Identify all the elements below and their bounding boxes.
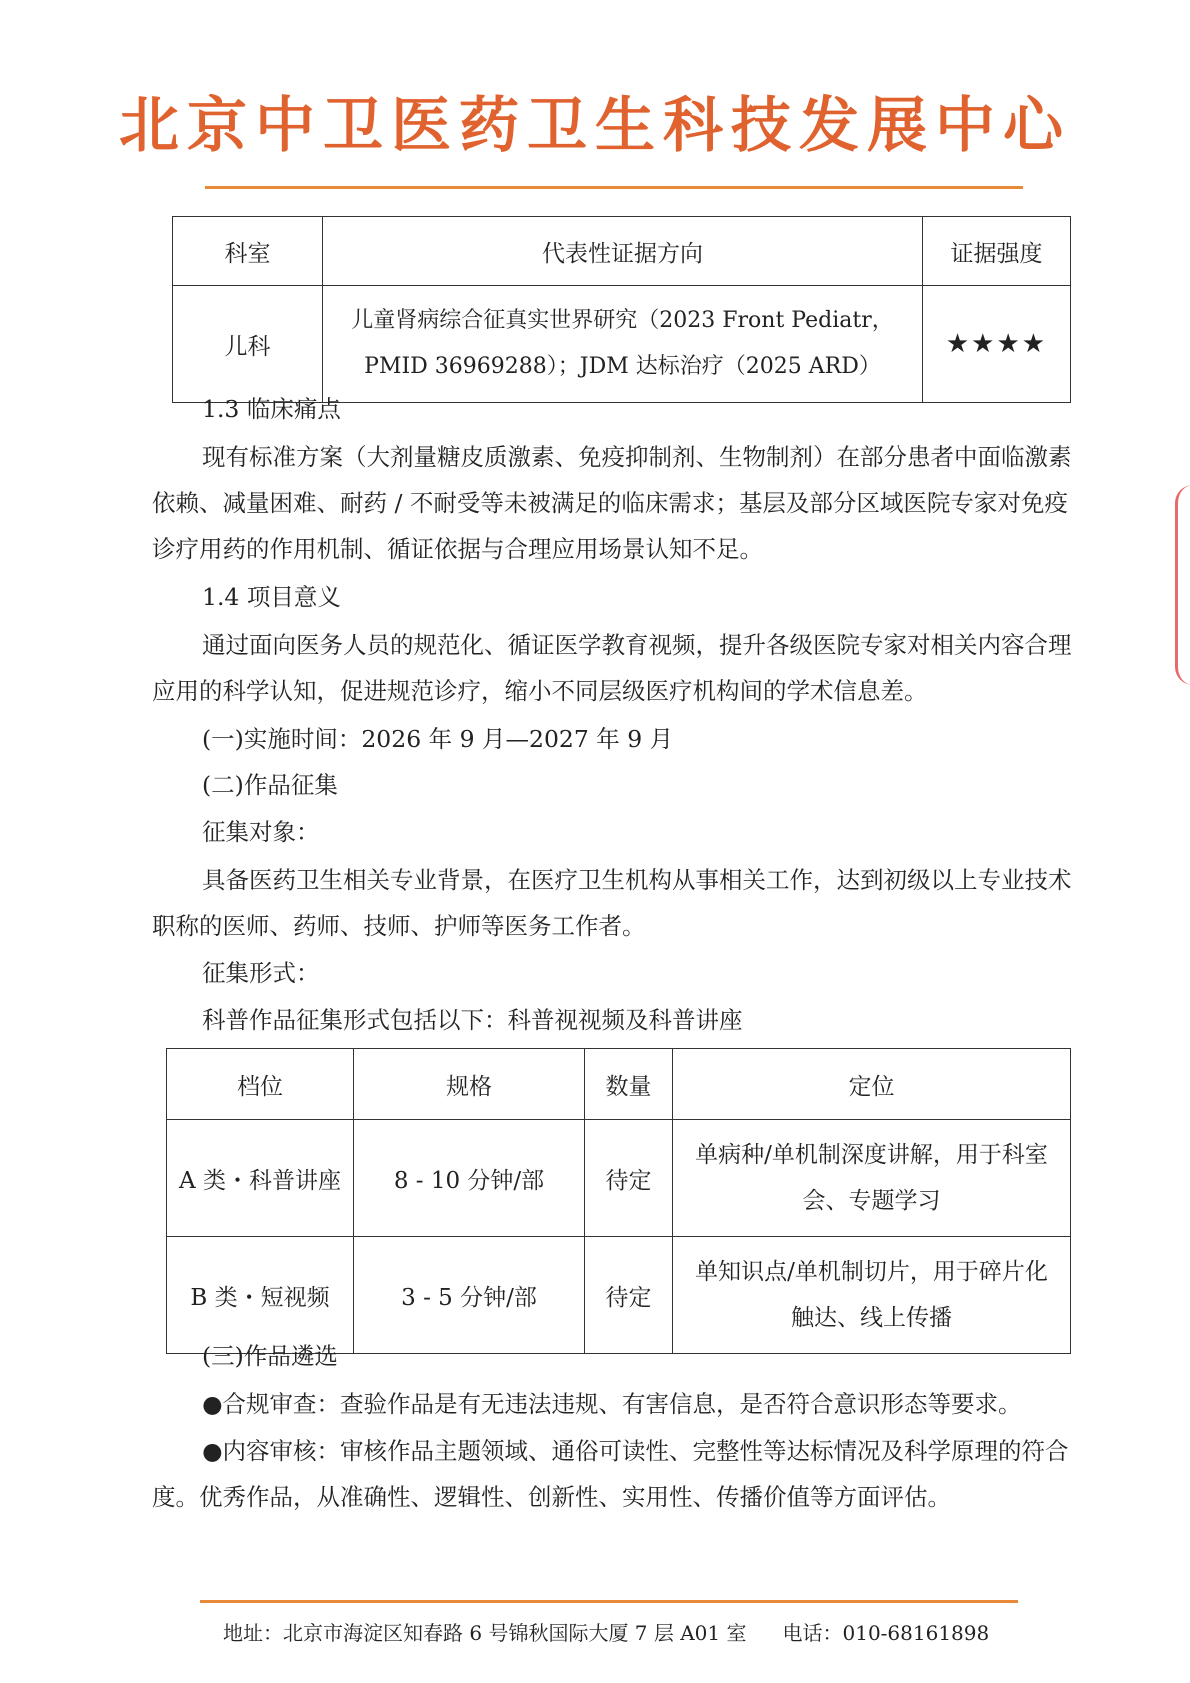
- header-positioning: 定位: [673, 1049, 1071, 1120]
- cell-evidence: [323, 286, 923, 403]
- cell-qty: 待定: [585, 1237, 673, 1354]
- table-row: [167, 1120, 1071, 1237]
- target-line-1: 具备医药卫生相关专业背景，在医疗卫生机构从事相关工作，达到初级以上专业技术: [202, 866, 1072, 894]
- seal-mark: [1175, 485, 1190, 685]
- section-1-3-title: 1.3 临床痛点: [202, 395, 341, 423]
- footer-phone: 电话：010-68161898: [782, 1621, 990, 1645]
- section-1-3-line-1: 现有标准方案（大剂量糖皮质激素、免疫抑制剂、生物制剂）在部分患者中面临激素: [202, 443, 1072, 471]
- cell-tier: A 类・科普讲座: [167, 1120, 354, 1237]
- cell-strength-stars: ★★★★: [923, 286, 1071, 403]
- header-spec: 规格: [354, 1049, 585, 1120]
- compliance-review: ●合规审查：查验作品是有无违法违规、有害信息，是否符合意识形态等要求。: [202, 1390, 1022, 1418]
- section-1-4-line-1: 通过面向医务人员的规范化、循证医学教育视频，提升各级医院专家对相关内容合理: [202, 631, 1072, 659]
- cell-dept: 儿科: [173, 286, 323, 403]
- positioning-line-1: 单知识点/单机制切片，用于碎片化: [695, 1259, 1048, 1285]
- cell-spec: 3 - 5 分钟/部: [354, 1237, 585, 1354]
- evidence-line-1: 儿童肾病综合征真实世界研究（2023 Front Pediatr，: [351, 308, 894, 333]
- cell-positioning: [673, 1237, 1071, 1354]
- content-review-line-2: 度。优秀作品，从准确性、逻辑性、创新性、实用性、传播价值等方面评估。: [152, 1483, 951, 1511]
- cell-spec: 8 - 10 分钟/部: [354, 1120, 585, 1237]
- evidence-line-2: PMID 36969288）；JDM 达标治疗（2025 ARD）: [364, 354, 881, 379]
- cell-tier: B 类・短视频: [167, 1237, 354, 1354]
- cell-positioning: [673, 1120, 1071, 1237]
- form-title: 征集形式：: [202, 959, 320, 987]
- target-line-2: 职称的医师、药师、技师、护师等医务工作者。: [152, 912, 646, 940]
- section-1-3-line-2: 依赖、减量困难、耐药 / 不耐受等未被满足的临床需求；基层及部分区域医院专家对免疫: [152, 489, 1068, 517]
- header-tier: 档位: [167, 1049, 354, 1120]
- selection-title: (三)作品遴选: [202, 1342, 338, 1370]
- collection-title: (二)作品征集: [202, 771, 338, 799]
- header-qty: 数量: [585, 1049, 673, 1120]
- footer-divider: [200, 1600, 1018, 1603]
- header-evidence: 代表性证据方向: [323, 217, 923, 286]
- evidence-table: [172, 216, 1071, 403]
- implementation-time: (一)实施时间：2026 年 9 月—2027 年 9 月: [202, 725, 674, 753]
- footer: [223, 1617, 989, 1646]
- header-divider: [205, 186, 1023, 189]
- positioning-line-1: 单病种/单机制深度讲解，用于科室: [695, 1142, 1048, 1168]
- positioning-line-2: 会、专题学习: [802, 1188, 941, 1214]
- cell-qty: 待定: [585, 1120, 673, 1237]
- header-strength: 证据强度: [923, 217, 1071, 286]
- target-title: 征集对象：: [202, 818, 320, 846]
- positioning-line-2: 触达、线上传播: [791, 1305, 952, 1331]
- section-1-4-title: 1.4 项目意义: [202, 583, 341, 611]
- form-description: 科普作品征集形式包括以下：科普视视频及科普讲座: [202, 1006, 743, 1034]
- footer-address: 地址：北京市海淀区知春路 6 号锦秋国际大厦 7 层 A01 室: [223, 1621, 747, 1645]
- section-1-3-line-3: 诊疗用药的作用机制、循证依据与合理应用场景认知不足。: [152, 535, 763, 563]
- works-table: [166, 1048, 1071, 1354]
- page-header-title: 北京中卫医药卫生科技发展中心: [119, 91, 1071, 161]
- section-1-4-line-2: 应用的科学认知，促进规范诊疗，缩小不同层级医疗机构间的学术信息差。: [152, 677, 928, 705]
- content-review-line-1: ●内容审核：审核作品主题领域、通俗可读性、完整性等达标情况及科学原理的符合: [202, 1437, 1069, 1465]
- header-dept: 科室: [173, 217, 323, 286]
